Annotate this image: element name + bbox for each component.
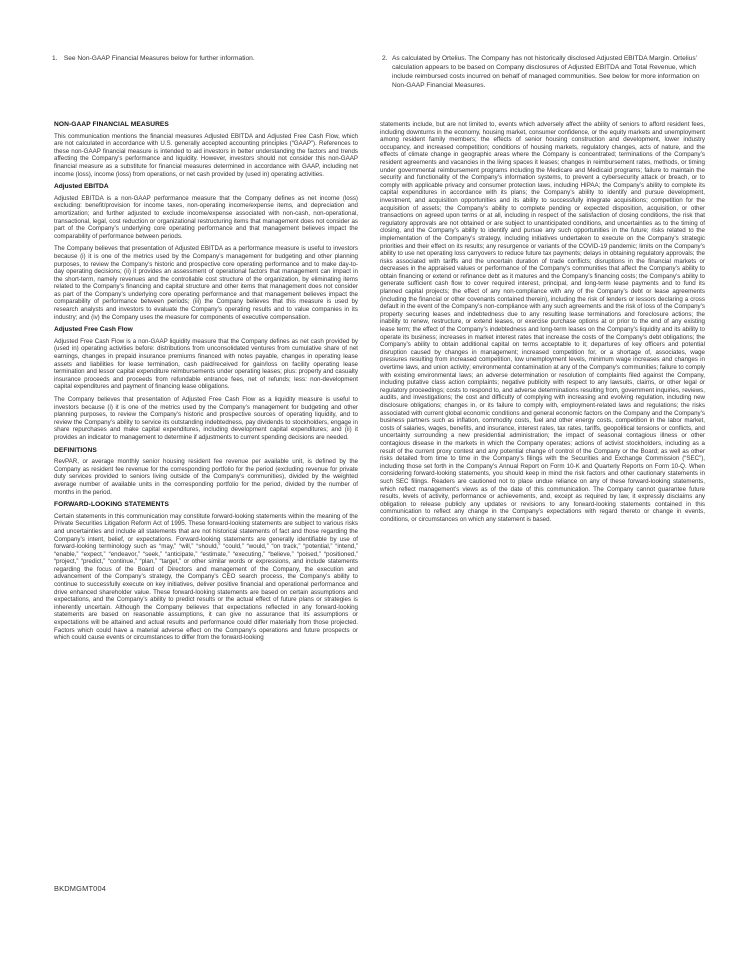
paragraph: Certain statements in this communication may constitute forward-looking statements within the meaning of the Private Securities Litigation Reform Act of 1995. These forward-looking statements are subject to various risks and uncertainties and include all statements that are not historical statements of fact and those regarding the Company’s intent, belief, or expectations. Forward-looking statements are generally identifiable by use of forward-looking terminology such as “may,” “will,” “should,” “could,” “would,” “on track,” “potential,” “intend,” “enable,” “expect,” “endeavor,” “seek,” “anticipate,” “estimate,” “executing,” “believe,” “poised,” “positioned,” “project,” “predict,” “continue,” “plan,” “target,” or other similar words or expressions, and include statements regarding the focus of the Board of Directors and management of the Company, the execution and advancement of the Company’s strategy, the Company’s CEO search process, the Company’s ability to continue to successfully execute on key initiatives, deliver positive financial and operational performance and drive enhanced shareholder value. These forward-looking statements are based on certain assumptions and expectations, and the Company’s ability to predict results or the actual effect of future plans or strategies is inherently uncertain. Although the Company believes that expectations reflected in any forward-looking statements are based on reasonable assumptions, it can give no assurance that its assumptions or expectations will be attained and actual results and performance could differ materially from those projected. Factors which could have a material adverse effect on the Company’s operations and future prospects or which could cause events or circumstances to differ from the forward-looking <box>54 512 358 642</box>
paragraph: Adjusted EBITDA is a non-GAAP performance measure that the Company defines as net income (loss) excluding: benefit/provision for income taxes, non-operating income/expense items, and depreciation and amortization; and further adjusted to exclude income/expense associated with non-cash, non-operational, transactional, legal, cost reduction or organizational restructuring items that management does not consider as part of the Company’s underlying core operating performance and that management believes impact the comparability of performance between periods. <box>54 194 358 240</box>
document-code: BKDMGMT004 <box>54 884 107 893</box>
section-heading-definitions: DEFINITIONS <box>54 446 97 454</box>
footnote-2 <box>382 54 702 90</box>
footnote-number: 2. <box>382 55 388 62</box>
footnote-1 <box>52 54 352 63</box>
paragraph: The Company believes that presentation of Adjusted EBITDA as a performance measure is useful to investors because (i) it is one of the metrics used by the Company’s management for budgeting and other planning purposes, to review the Company’s historic and prospective core operating performance and to make day-to-day operating decisions; (ii) it provides an assessment of operational factors that management can impact in the short-term, namely revenues and the controllable cost structure of the organization, by eliminating items related to the Company’s financing and capital structure and other items that management does not consider as part of the Company’s underlying core operating performance and that management believes impact the comparability of performance between periods; (iii) the Company believes that this measure is used by research analysts and investors to evaluate the Company’s operating results and to value companies in its industry; and (iv) the Company uses the measure for components of executive compensation. <box>54 245 358 321</box>
section-heading-forward-looking: FORWARD-LOOKING STATEMENTS <box>54 501 170 509</box>
footnote-number: 1. <box>52 55 58 62</box>
paragraph: Adjusted Free Cash Flow is a non-GAAP liquidity measure that the Company defines as net cash provided by (used in) operating activities before: distributions from unconsolidated ventures from cumulative share of net earnings, changes in prepaid insurance premiums financed with notes payable, changes in operating lease assets and liabilities for lease termination, cash paid/received for gain/loss on facility operating lease termination and lessor capital expenditure reimbursements under operating leases; plus: property and casualty insurance proceeds and proceeds from refundable entrance fees, net of refunds; less: non-development capital expenditures and payment of financing lease obligations. <box>54 337 358 391</box>
paragraph: This communication mentions the financial measures Adjusted EBITDA and Adjusted Free Cash Flow, which are not calculated in accordance with U.S. generally accepted accounting principles (“GAAP”). References to these non-GAAP financial measure is intended to aid investors in better understanding the factors and trends affecting the Company’s performance and liquidity. However, investors should not consider this non-GAAP financial measure as a substitute for financial measures determined in accordance with GAAP, including net income (loss), income (loss) from operations, or net cash provided by (used in) operating activities. <box>54 132 358 178</box>
subheading-adjusted-free-cash-flow: Adjusted Free Cash Flow <box>54 326 133 334</box>
footnote-text: As calculated by Ortelius. The Company has not historically disclosed Adjusted EBITDA Margin. Ortelius’ calculation appears to be based on Company disclosures of Adjusted EBITDA and Total Revenue, which include reimbursed costs incurred on behalf of managed communities. See below for more information on Non-GAAP Financial Measures. <box>392 55 700 89</box>
footnote-text: See Non-GAAP Financial Measures below for further information. <box>63 55 255 62</box>
paragraph: The Company believes that presentation of Adjusted Free Cash Flow as a liquidity measure is useful to investors because (i) it is one of the metrics used by the Company’s management for budgeting and other planning purposes, to review the Company’s historic and prospective sources of operating liquidity, and to review the Company’s ability to service its outstanding indebtedness, pay dividends to stockholders, engage in share repurchases and make capital expenditures, including development capital expenditures; and (ii) it provides an indicator to management to determine if adjustments to current spending decisions are needed. <box>54 396 358 441</box>
right-column <box>380 121 705 528</box>
section-heading-nongaap: NON-GAAP FINANCIAL MEASURES <box>54 121 169 128</box>
subheading-adjusted-ebitda: Adjusted EBITDA <box>54 183 109 191</box>
paragraph: RevPAR, or average monthly senior housing resident fee revenue per available unit, is defined by the Company as resident fee revenue for the corresponding portfolio for the period (excluding revenue for private duty services provided to seniors living outside of the Company’s communities), divided by the weighted average number of available units in the corresponding portfolio for the period, divided by the number of months in the period. <box>54 458 358 496</box>
left-column <box>54 121 358 647</box>
paragraph: statements include, but are not limited to, events which adversely affect the ability of seniors to afford resident fees, including downturns in the economy, housing market, consumer confidence, or the equity markets and unemployment among resident family members; the effects of senior housing construction and development, lower industry occupancy, and increased competition; conditions of housing markets, regulatory changes, acts of nature, and the effects of climate change in geographic areas where the Company is concentrated; terminations of the Company’s resident agreements and vacancies in the living spaces it leases; changes in reimbursement rates, methods, or timing under governmental reimbursement programs including the Medicare and Medicaid programs; failure to maintain the security and functionality of the Company’s information systems, to prevent a cybersecurity attack or breach, or to comply with applicable privacy and consumer protection laws, including HIPAA; the Company’s ability to complete its capital expenditures in accordance with its plans; the Company’s ability to identify and pursue development, investment, and acquisition opportunities and its ability to successfully integrate acquisitions; competition for the acquisition of assets; the Company’s ability to complete pending or expected disposition, acquisition, or other transactions on agreed upon terms or at all, including in respect of the satisfaction of closing conditions, the risk that regulatory approvals are not obtained or are subject to unanticipated conditions, and uncertainties as to the timing of closing, and the Company’s ability to identify and pursue any such opportunities in the future; risks related to the implementation of the Company’s strategy, including initiatives undertaken to execute on the Company’s strategic priorities and their effect on its results; any resurgence or variants of the COVID-19 pandemic; limits on the Company’s ability to use net operating loss carryovers to reduce future tax payments; delays in obtaining regulatory approvals; the risks associated with tariffs and the uncertain duration of trade conflicts; disruptions in the financial markets or decreases in the appraised values or performance of the Company’s communities that affect the Company’s ability to obtain financing or extend or refinance debt as it matures and the Company’s financing costs; the Company’s ability to generate sufficient cash flow to cover required interest, principal, and long-term lease payments and to fund its planned capital projects; the effect of any non-compliance with any of the Company’s debt or lease agreements (including the financial or other covenants contained therein), including the risk of lenders or lessors declaring a cross default in the event of the Company’s non-compliance with any such agreements and the risk of loss of the Company’s property securing leases and indebtedness due to any resulting lease terminations and foreclosure actions; the inability to renew, restructure, or extend leases, or exercise purchase options at or prior to the end of any existing lease term; the effect of the Company’s indebtedness and long-term leases on the Company’s liquidity and its ability to operate its business; increases in market interest rates that increase the costs of the Company’s debt obligations; the Company’s ability to obtain additional capital on terms acceptable to it; departures of key officers and potential disruption caused by changes in management; increased competition for, or a shortage of, associates, wage pressures resulting from increased competition, low unemployment levels, minimum wage increases and changes in overtime laws, and union activity; environmental contamination at any of the Company’s communities; failure to comply with existing environmental laws; an adverse determination or resolution of complaints filed against the Company, including putative class action complaints; negative publicity with respect to any lawsuits, claims, or other legal or regulatory proceedings; costs to respond to, and adverse determinations resulting from, government inquiries, reviews, audits, and investigations; the cost and difficulty of complying with increasing and evolving regulation, including new disclosure obligations; changes in, or its failure to comply with, employment-related laws and regulations; the risks associated with current global economic conditions and general economic factors on the Company and the Company’s business partners such as inflation, commodity costs, fuel and other energy costs, competition in the labor market, costs of salaries, wages, benefits, and insurance, interest rates, tax rates, tariffs, geopolitical tensions or conflicts, and uncertainty surrounding a new presidential administration; the impact of seasonal contagious illness or other contagious disease in the markets in which the Company operates; actions of activist stockholders, including as a result of the current proxy contest and any potential change of control of the Company or the Board; as well as other risks detailed from time to time in the Company’s filings with the Securities and Exchange Commission (“SEC”), including those set forth in the Company’s Annual Report on Form 10-K and Quarterly Reports on Form 10-Q. When considering forward-looking statements, you should keep in mind the risk factors and other cautionary statements in such SEC filings. Readers are cautioned not to place undue reliance on any of these forward-looking statements, which reflect management’s views as of the date of this communication. The Company cannot guarantee future results, levels of activity, performance or achievements, and, except as required by law, it expressly disclaims any obligation to release publicly any updates or revisions to any forward-looking statements contained in this communication to reflect any change in the Company’s expectations with regard thereto or change in events, conditions, or circumstances on which any statement is based. <box>380 121 705 523</box>
